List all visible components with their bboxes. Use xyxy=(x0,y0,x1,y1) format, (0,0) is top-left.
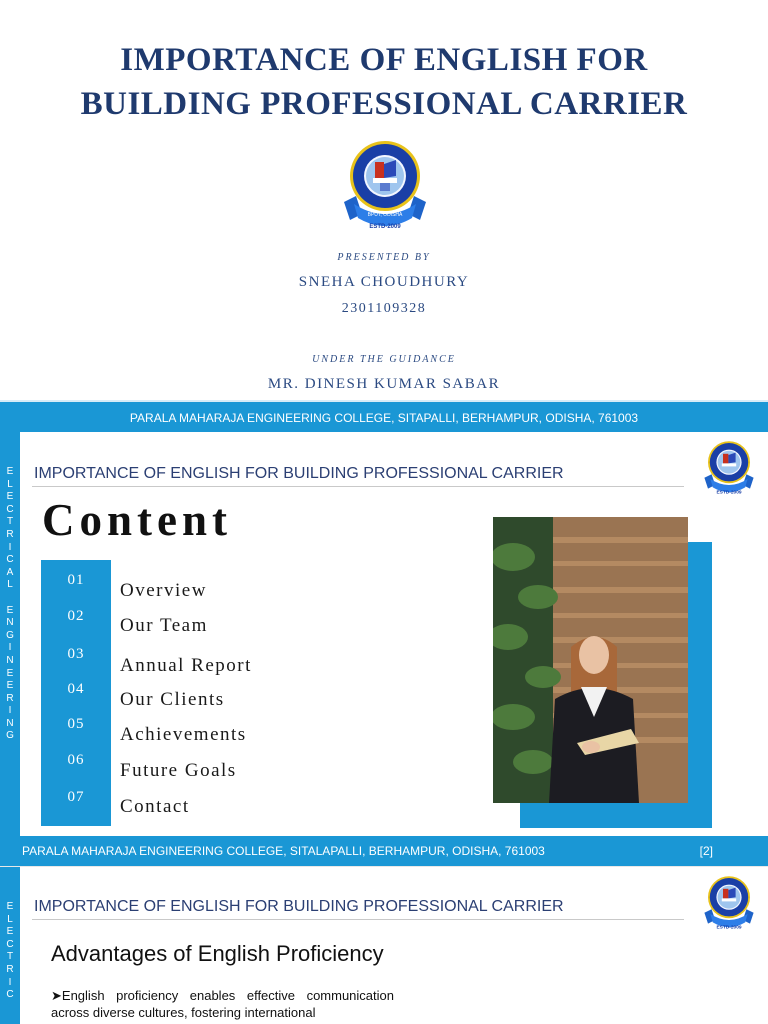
item-number: 04 xyxy=(67,681,85,697)
side-band-letter: N xyxy=(6,717,14,729)
side-band-letter: N xyxy=(6,617,14,629)
item-number: 02 xyxy=(67,608,85,624)
item-number: 03 xyxy=(67,646,85,662)
agenda-item-overview: Overview xyxy=(120,580,207,601)
advantages-slide xyxy=(0,866,768,1024)
side-band-letter: L xyxy=(7,478,13,490)
college-emblem-icon xyxy=(702,438,756,496)
presenter-id: 2301109328 xyxy=(341,301,427,316)
side-band-letter: E xyxy=(6,604,14,616)
agenda-item-our-team: Our Team xyxy=(120,615,208,636)
logo-text-bottom: ESTD-2009 xyxy=(716,925,742,931)
agenda-item-annual-report: Annual Report xyxy=(120,655,252,676)
title-slide-footer: PARALA MAHARAJA ENGINEERING COLLEGE, SITAPALLI, BERHAMPUR, ODISHA, 761003 xyxy=(0,400,768,432)
guidance-label: UNDER THE GUIDANCE xyxy=(312,354,456,365)
logo-text-bottom: ESTD-2009 xyxy=(369,224,401,230)
side-band-letter: E xyxy=(6,926,14,938)
page-number: [2] xyxy=(699,844,713,858)
content-slide xyxy=(0,432,768,866)
header-divider xyxy=(32,919,684,920)
side-band-letter: G xyxy=(6,629,14,641)
businesswoman-photo xyxy=(493,517,688,803)
agenda-item-future-goals: Future Goals xyxy=(120,760,237,781)
side-band-letter: R xyxy=(6,963,14,975)
department-side-band xyxy=(0,867,20,1024)
side-band-letter: I xyxy=(8,541,12,553)
agenda-item-our-clients: Our Clients xyxy=(120,689,225,710)
side-band-letter: L xyxy=(7,579,13,591)
item-number: 05 xyxy=(67,716,85,732)
title-slide xyxy=(0,0,768,432)
side-band-letter: I xyxy=(8,642,12,654)
slide-header: IMPORTANCE OF ENGLISH FOR BUILDING PROFESSIONAL CARRIER xyxy=(34,465,564,482)
side-band-letter: A xyxy=(6,566,14,578)
side-band-letter: I xyxy=(8,976,12,988)
header-divider xyxy=(32,486,684,487)
presenter-name: SNEHA CHOUDHURY xyxy=(298,274,470,290)
presentation-title xyxy=(0,38,768,126)
footer-college-text: PARALA MAHARAJA ENGINEERING COLLEGE, SITALAPALLI, BERHAMPUR, ODISHA, 761003 xyxy=(22,844,545,858)
side-band-letter: C xyxy=(6,503,14,515)
arrow-bullet-icon: ➤ xyxy=(51,988,62,1003)
side-band-letter: E xyxy=(6,466,14,477)
slide-header: IMPORTANCE OF ENGLISH FOR BUILDING PROFESSIONAL CARRIER xyxy=(34,898,564,915)
side-band-letter: L xyxy=(7,913,13,925)
title-line-1: IMPORTANCE OF ENGLISH FOR xyxy=(120,42,648,78)
side-band-letter: C xyxy=(6,989,14,1001)
side-band-letter: N xyxy=(6,654,14,666)
presented-by-label: PRESENTED BY xyxy=(337,252,431,263)
item-number: 01 xyxy=(67,572,85,588)
side-band-letter: E xyxy=(6,901,14,912)
item-number: 07 xyxy=(67,789,85,805)
section-title: Advantages of English Proficiency xyxy=(51,941,384,966)
side-band-letter: C xyxy=(6,938,14,950)
side-band-letter: T xyxy=(6,951,14,963)
bullet-paragraph xyxy=(51,987,394,1021)
side-band-letter: R xyxy=(6,528,14,540)
agenda-item-achievements: Achievements xyxy=(120,724,247,745)
guide-name: MR. DINESH KUMAR SABAR xyxy=(267,376,501,392)
content-slide-footer xyxy=(0,836,768,866)
title-line-2: BUILDING PROFESSIONAL CARRIER xyxy=(80,86,688,122)
side-band-letter: E xyxy=(6,491,14,503)
college-emblem-icon xyxy=(340,138,430,230)
side-band-letter xyxy=(0,592,20,605)
bullet-text: English proficiency enables effective communication across diverse cultures, fostering international xyxy=(51,988,394,1020)
side-band-letter: G xyxy=(6,730,14,742)
college-emblem-icon xyxy=(702,873,756,931)
logo-text-top: BPUT, ODISHA xyxy=(367,212,403,218)
side-band-letter: E xyxy=(6,680,14,692)
side-band-letter: T xyxy=(6,516,14,528)
content-title: Content xyxy=(42,495,232,545)
side-band-letter: R xyxy=(6,692,14,704)
side-band-letter: E xyxy=(6,667,14,679)
department-side-band xyxy=(0,432,20,836)
logo-text-bottom: ESTD-2009 xyxy=(716,490,742,496)
item-number: 06 xyxy=(67,752,85,768)
side-band-letter: C xyxy=(6,554,14,566)
side-band-letter: I xyxy=(8,705,12,717)
agenda-item-contact: Contact xyxy=(120,796,190,817)
